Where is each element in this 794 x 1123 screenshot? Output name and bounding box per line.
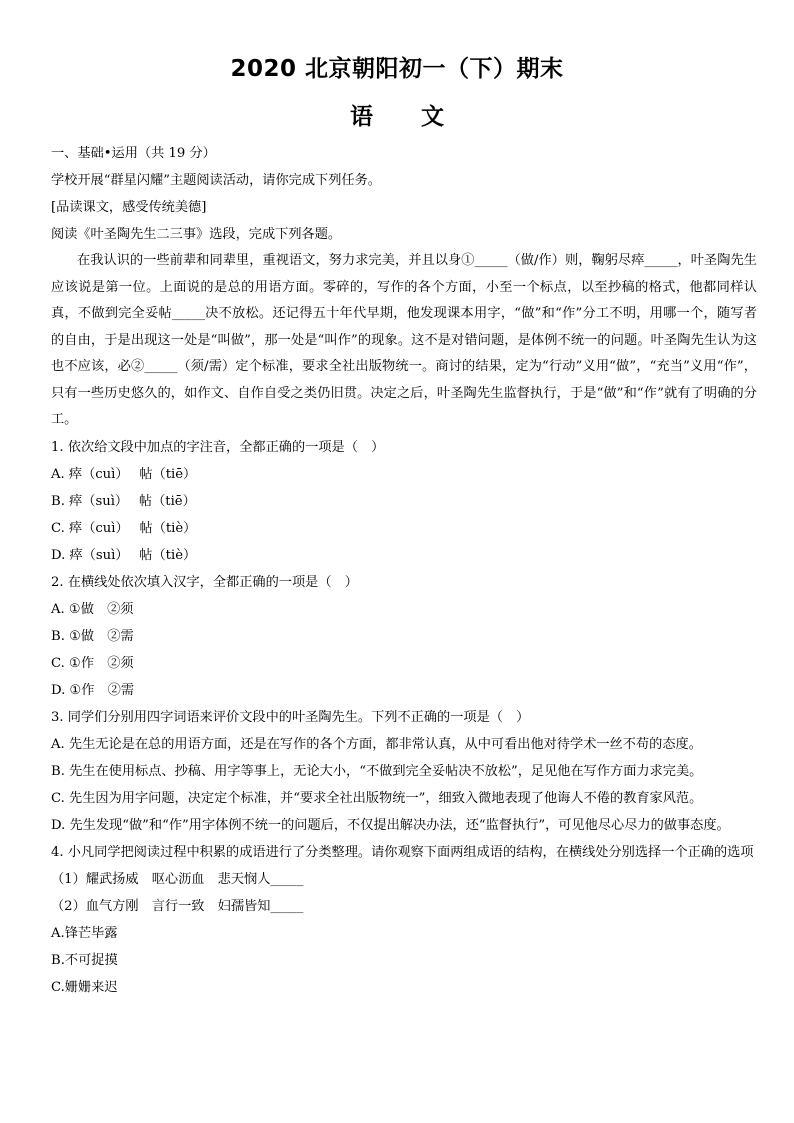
question-1-stem: 1. 依次给文段中加点的字注音，全都正确的一项是（ ） (51, 439, 385, 455)
question-4-option-a: A.锋芒毕露 (51, 925, 118, 941)
question-4-group-2: （2）血气方刚 言行一致 妇孺皆知_____ (51, 898, 304, 914)
section-heading: 一、基础•运用（共 19 分） (51, 146, 216, 161)
question-4-stem: 4. 小凡同学把阅读过程中积累的成语进行了分类整理。请你观察下面两组成语的结构，在横线处分别选择一个正确的选项 (51, 844, 754, 860)
question-2-option-b: B. ①做 ②需 (51, 628, 134, 644)
task-label: [品读课文，感受传统美德] (51, 200, 207, 215)
exam-content (51, 140, 757, 1001)
question-4-option-b: B.不可捉摸 (51, 952, 118, 968)
reading-passage: 在我认识的一些前辈和同辈里，重视语文，努力求完美，并且以身①_____（做/作）则，鞠躬尽瘁_____，叶圣陶先生应该说是第一位。上面说的是总的用语方面。零碎的，写作的各个方面，小至一个标点，以至抄稿的格式，他都同样认真，不做到完全妥帖_____决不放松。还记得五十年代早期，他发现课本用字，“做”和“作”分工不明，用哪一个，随写者的自由，于是出现这一处是“叫做”，那一处是“叫作”的现象。这不是对错问题，是体例不统一的问题。叶圣陶先生认为这也不应该，必②_____（须/需）定个标准，要求全社出版物统一。商讨的结果，定为“行动”义用“做”，“充当”义用“作”，只有一些历史悠久的，如作文、自作自受之类仍旧贯。决定之后，叶圣陶先生监督执行，于是“做”和“作”就有了明确的分工。 (51, 253, 757, 427)
question-2-option-c: C. ①作 ②须 (51, 655, 134, 671)
exam-title: 2020 北京朝阳初一（下）期末 (230, 56, 564, 82)
question-3-option-b: B. 先生在使用标点、抄稿、用字等事上，无论大小，“不做到完全妥帖决不放松”，足见他在写作方面力求完美。 (51, 763, 703, 779)
question-3-stem: 3. 同学们分别用四字词语来评价文段中的叶圣陶先生。下列不正确的一项是（ ） (51, 709, 530, 725)
question-2-option-d: D. ①作 ②需 (51, 682, 135, 698)
question-3-option-d: D. 先生发现“做”和“作”用字体例不统一的问题后，不仅提出解决办法，还“监督执行”，可见他尽心尽力的做事态度。 (51, 817, 730, 833)
question-2-stem: 2. 在横线处依次填入汉字，全都正确的一项是（ ） (51, 574, 358, 590)
question-1-option-a: A. 瘁（cuì） 帖（tiē） (51, 466, 197, 482)
question-2-option-a: A. ①做 ②须 (51, 601, 134, 617)
question-4-group-1: （1）耀武扬威 呕心沥血 悲天悯人_____ (51, 871, 304, 887)
question-1-option-c: C. 瘁（cuì） 帖（tiè） (51, 520, 197, 536)
question-3-option-c: C. 先生因为用字问题，决定定个标准，并“要求全社出版物统一”，细致入微地表现了他诲人不倦的教育家风范。 (51, 790, 703, 806)
question-1-option-b: B. 瘁（suì） 帖（tiē） (51, 493, 196, 509)
intro-text: 学校开展“群星闪耀”主题阅读活动，请你完成下列任务。 (51, 173, 381, 188)
reading-instruction: 阅读《叶圣陶先生二三事》选段，完成下列各题。 (51, 227, 342, 242)
question-3-option-a: A. 先生无论是在总的用语方面，还是在写作的各个方面，都非常认真，从中可看出他对待学术一丝不苟的态度。 (51, 736, 702, 752)
question-1-option-d: D. 瘁（suì） 帖（tiè） (51, 547, 197, 563)
subject-title: 语 文 (349, 104, 444, 130)
question-4-option-c: C.姗姗来迟 (51, 979, 118, 995)
